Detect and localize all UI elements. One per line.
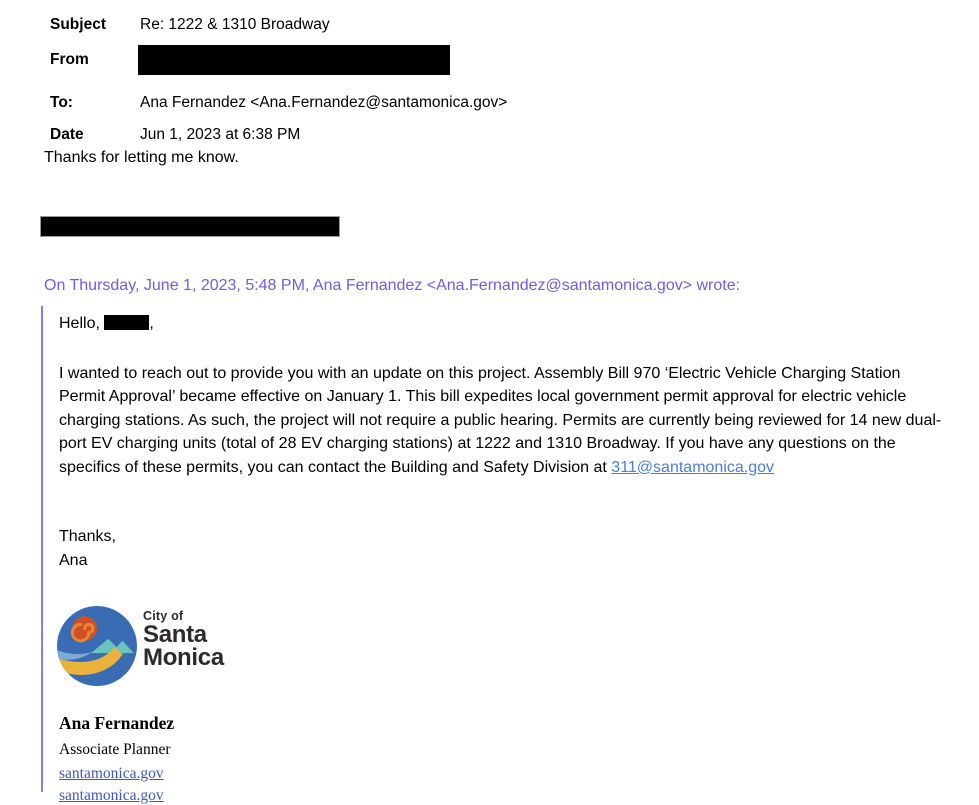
reply-body: Thanks for letting me know. <box>44 149 239 166</box>
city-seal-icon <box>57 606 137 686</box>
date-label: Date <box>50 126 84 143</box>
from-redaction-bar <box>138 45 450 75</box>
greeting-suffix: , <box>149 315 154 332</box>
greeting-redaction-bar <box>104 315 149 330</box>
to-value: Ana Fernandez <Ana.Fernandez@santamonica.gov> <box>140 94 508 111</box>
sender-redaction-bar <box>40 216 340 237</box>
signature-website-link[interactable]: santamonica.gov <box>59 765 164 782</box>
to-label: To: <box>50 94 73 111</box>
subject-label: Subject <box>50 16 106 33</box>
quoted-closing <box>59 525 116 573</box>
quoted-body <box>59 362 949 479</box>
logo-wordmark <box>143 609 224 669</box>
quoted-body-text: I wanted to reach out to provide you with an update on this project. Assembly Bill 970 ‘Electric Vehicle Charging Station Permit Approval’ became effective on January 1. This bill expedites local government permit approval for electric vehicle charging stations. As such, the project will not require a public hearing. Permits are currently being reviewed for 14 new dual-port EV charging units (total of 28 EV charging stations) at 1222 and 1310 Broadway. If you have any questions on the specifics of these permits, you can contact the Building and Safety Division at <box>59 365 942 476</box>
quoted-message-block <box>41 306 977 804</box>
logo-santa: Santa <box>143 621 207 648</box>
signature-name: Ana Fernandez <box>59 713 175 733</box>
from-label: From <box>50 51 89 68</box>
santa-monica-logo <box>57 606 224 686</box>
quoted-greeting <box>59 315 154 333</box>
date-value: Jun 1, 2023 at 6:38 PM <box>140 126 301 143</box>
logo-monica: Monica <box>143 644 224 671</box>
signature-title: Associate Planner <box>59 741 171 758</box>
closing-name: Ana <box>59 552 88 569</box>
clipped-link-line[interactable]: santamonica.gov <box>59 787 164 804</box>
greeting-prefix: Hello, <box>59 315 105 332</box>
closing-thanks: Thanks, <box>59 528 116 545</box>
subject-value: Re: 1222 & 1310 Broadway <box>140 16 330 33</box>
quoted-attribution: On Thursday, June 1, 2023, 5:48 PM, Ana Fernandez <Ana.Fernandez@santamonica.gov> wrote: <box>44 277 741 294</box>
logo-city-of: City of <box>143 609 184 623</box>
building-safety-email-link[interactable]: 311@santamonica.gov <box>611 458 775 476</box>
